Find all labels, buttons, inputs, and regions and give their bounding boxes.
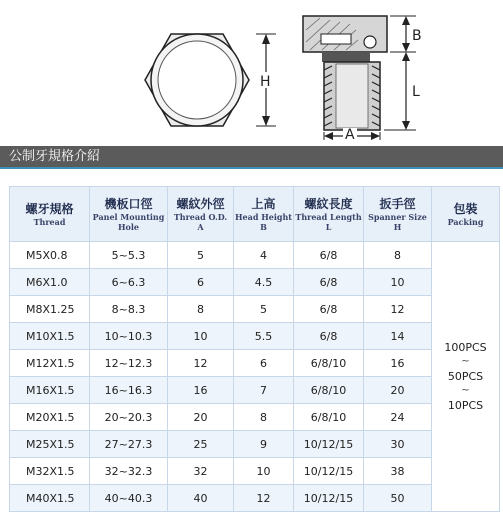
cell-panel-hole: 8~8.3: [90, 296, 168, 323]
section-title: 公制牙規格介紹: [9, 149, 101, 164]
cell-spanner-size: 8: [364, 242, 432, 269]
cell-thread-length: 10/12/15: [294, 485, 364, 512]
cell-thread-length: 6/8: [294, 269, 364, 296]
table-row: [10, 296, 500, 323]
cell-spanner-size: 50: [364, 485, 432, 512]
label-h: H: [260, 74, 271, 90]
cell-panel-hole: 5~5.3: [90, 242, 168, 269]
cell-thread: M16X1.5: [10, 377, 90, 404]
cell-thread-od: 25: [168, 431, 234, 458]
cell-thread-length: 6/8: [294, 296, 364, 323]
cell-thread-length: 6/8: [294, 323, 364, 350]
cell-thread-length: 6/8: [294, 242, 364, 269]
table-row: [10, 269, 500, 296]
cell-thread: M25X1.5: [10, 431, 90, 458]
header-packing: 包裝 Packing: [432, 187, 500, 242]
table-row: [10, 350, 500, 377]
cell-thread-od: 10: [168, 323, 234, 350]
header-spanner-size: 扳手徑 Spanner Size H: [364, 187, 432, 242]
cell-spanner-size: 14: [364, 323, 432, 350]
cell-thread: M6X1.0: [10, 269, 90, 296]
table-row: [10, 485, 500, 512]
cell-spanner-size: 16: [364, 350, 432, 377]
cell-head-height: 12: [234, 485, 294, 512]
header-thread: 螺牙規格 Thread: [10, 187, 90, 242]
cell-head-height: 8: [234, 404, 294, 431]
cell-panel-hole: 16~16.3: [90, 377, 168, 404]
table-row: [10, 431, 500, 458]
cell-packing: [432, 242, 500, 512]
cell-thread: M20X1.5: [10, 404, 90, 431]
cell-spanner-size: 24: [364, 404, 432, 431]
cell-thread-od: 40: [168, 485, 234, 512]
label-b: B: [412, 28, 422, 44]
vent-hole: [364, 36, 376, 48]
table-row: [10, 377, 500, 404]
table-row: [10, 242, 500, 269]
cell-panel-hole: 32~32.3: [90, 458, 168, 485]
cell-head-height: 4.5: [234, 269, 294, 296]
technical-drawing: [0, 0, 503, 140]
cell-head-height: 4: [234, 242, 294, 269]
cell-spanner-size: 30: [364, 431, 432, 458]
cell-thread-length: 6/8/10: [294, 350, 364, 377]
table-row: [10, 458, 500, 485]
cell-head-height: 6: [234, 350, 294, 377]
cell-thread: M8X1.25: [10, 296, 90, 323]
label-a: A: [345, 127, 355, 140]
cell-thread-length: 10/12/15: [294, 431, 364, 458]
hex-inner-circle: [158, 41, 236, 119]
cell-thread-od: 6: [168, 269, 234, 296]
cell-thread-od: 16: [168, 377, 234, 404]
table-row: [10, 404, 500, 431]
cell-head-height: 9: [234, 431, 294, 458]
packing-separator: ~: [461, 356, 470, 367]
cell-spanner-size: 20: [364, 377, 432, 404]
header-thread-length: 螺紋長度 Thread Length L: [294, 187, 364, 242]
cell-spanner-size: 12: [364, 296, 432, 323]
cell-head-height: 10: [234, 458, 294, 485]
cell-thread-od: 8: [168, 296, 234, 323]
packing-qty-10: 10PCS: [447, 399, 484, 412]
packing-separator: ~: [461, 385, 470, 396]
cell-panel-hole: 12~12.3: [90, 350, 168, 377]
cell-spanner-size: 10: [364, 269, 432, 296]
cell-spanner-size: 38: [364, 458, 432, 485]
cell-panel-hole: 20~20.3: [90, 404, 168, 431]
cell-thread-od: 12: [168, 350, 234, 377]
cell-thread-length: 6/8/10: [294, 377, 364, 404]
cell-panel-hole: 27~27.3: [90, 431, 168, 458]
packing-qty-50: 50PCS: [447, 370, 484, 383]
packing-qty-100: 100PCS: [444, 341, 487, 354]
cell-thread: M40X1.5: [10, 485, 90, 512]
cell-head-height: 5.5: [234, 323, 294, 350]
cell-head-height: 5: [234, 296, 294, 323]
cell-thread-od: 32: [168, 458, 234, 485]
cell-panel-hole: 40~40.3: [90, 485, 168, 512]
header-head-height: 上高 Head Height B: [234, 187, 294, 242]
label-l: L: [412, 84, 420, 100]
cell-thread-length: 6/8/10: [294, 404, 364, 431]
section-divider: [0, 167, 503, 169]
cell-head-height: 7: [234, 377, 294, 404]
table-header-row: [10, 187, 500, 242]
header-panel-hole: 機板口徑 Panel Mounting Hole: [90, 187, 168, 242]
cell-thread: M10X1.5: [10, 323, 90, 350]
cell-thread-od: 5: [168, 242, 234, 269]
cell-thread: M5X0.8: [10, 242, 90, 269]
header-thread-od: 螺紋外徑 Thread O.D. A: [168, 187, 234, 242]
cell-thread-length: 10/12/15: [294, 458, 364, 485]
section-header-bar: [0, 146, 503, 168]
cell-thread: M32X1.5: [10, 458, 90, 485]
cell-thread-od: 20: [168, 404, 234, 431]
cell-panel-hole: 10~10.3: [90, 323, 168, 350]
table-row: [10, 323, 500, 350]
cell-panel-hole: 6~6.3: [90, 269, 168, 296]
spec-table: [9, 186, 500, 512]
cell-thread: M12X1.5: [10, 350, 90, 377]
